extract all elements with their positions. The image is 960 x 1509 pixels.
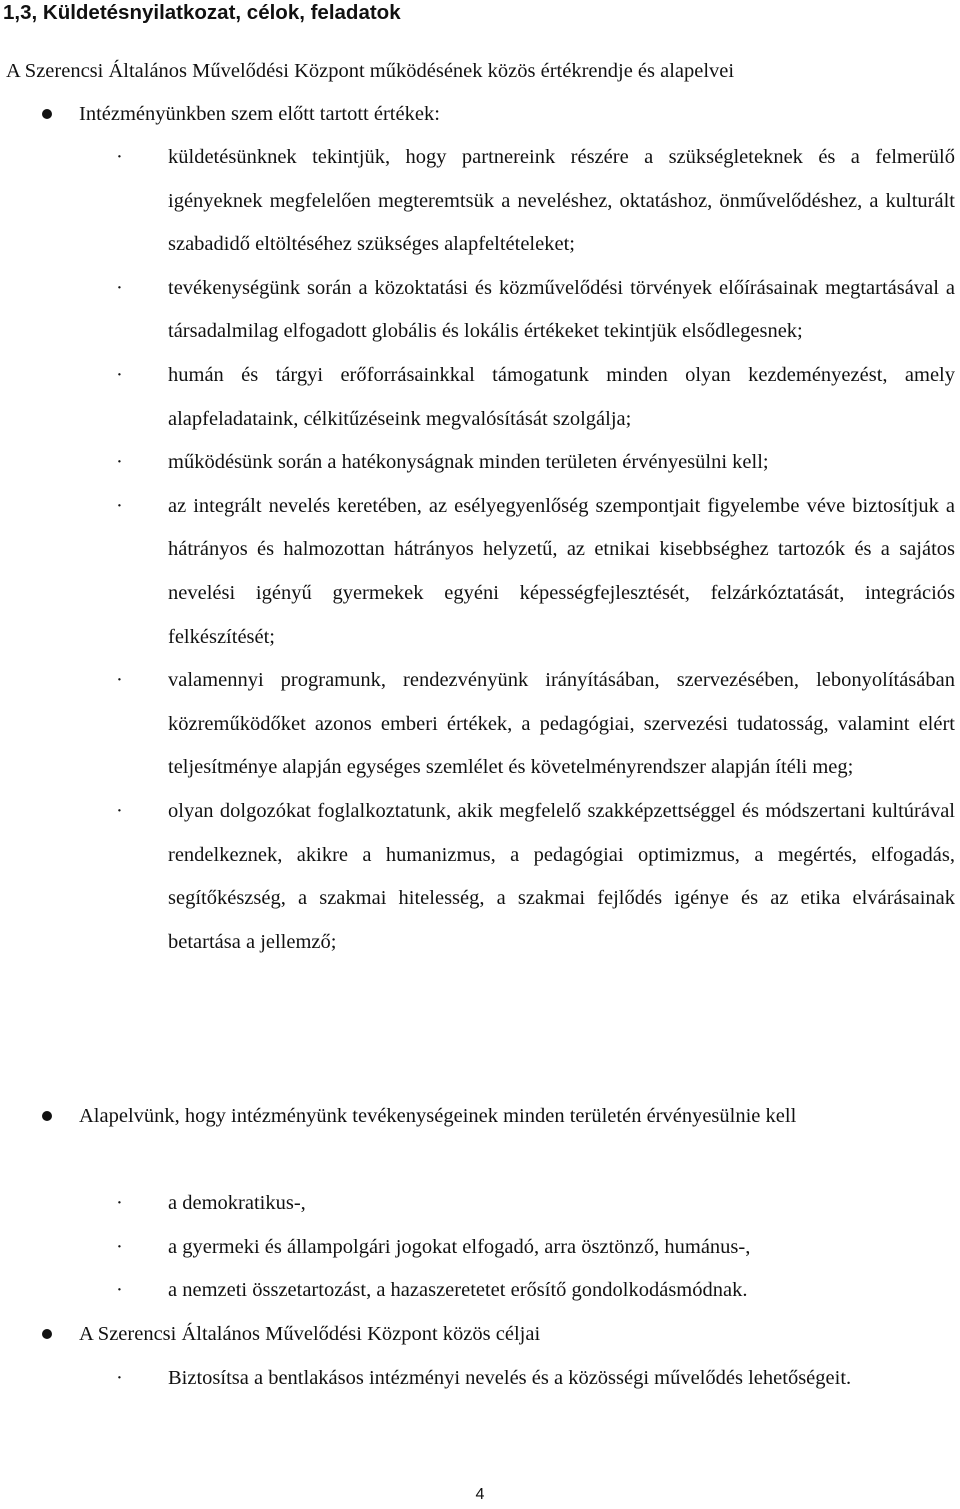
list-item-text: a gyermeki és állampolgári jogokat elfogadó, arra ösztönző, humánus-, bbox=[168, 1235, 751, 1258]
intro-paragraph: A Szerencsi Általános Művelődési Központ működésének közös értékrendje és alapelvei bbox=[6, 60, 735, 82]
list-item bbox=[116, 659, 955, 790]
list-item-text: tevékenységünk során a közoktatási és közművelődési törvények előírásainak megtartásával a társadalmilag elfogadott globális és lokális értékeket tekintjük elsődlegesnek; bbox=[168, 276, 955, 343]
list-marker: · bbox=[116, 1235, 123, 1258]
list-item-text: az integrált nevelés keretében, az esélyegyenlőség szempontjait figyelembe véve biztosítjuk a hátrányos és halmozottan hátrányos helyzetű, az etnikai kisebbséghez tartozók és a sajátos nevelési igényű gyermekek egyéni képességfejlesztését, felzárkóztatását, integrációs felkészítését; bbox=[168, 494, 955, 648]
page-number: 4 bbox=[475, 1486, 485, 1503]
list-item bbox=[116, 1182, 955, 1226]
section-heading: 1,3, Küldetésnyilatkozat, célok, feladatok bbox=[3, 1, 401, 24]
list-item bbox=[116, 441, 955, 485]
values-list bbox=[116, 136, 955, 964]
list-item bbox=[116, 136, 955, 267]
list-item bbox=[116, 1226, 955, 1270]
bullet-principle bbox=[79, 1095, 955, 1139]
bullet-values-title: Intézményünkben szem előtt tartott értékek: bbox=[79, 103, 440, 125]
list-item-text: humán és tárgyi erőforrásainkkal támogatunk minden olyan kezdeményezést, amely alapfeladataink, célkitűzéseink megvalósítását szolgálja; bbox=[168, 363, 955, 430]
list-item bbox=[116, 1357, 955, 1401]
list-item-text: valamennyi programunk, rendezvényünk irányításában, szervezésében, lebonyolításában közreműködőket azonos emberi értékek, a pedagógiai, szervezési tudatosság, valamint elért teljesítménye alapján egységes szemlélet és követelményrendszer alapján ítéli meg; bbox=[168, 669, 955, 779]
bullet-icon bbox=[42, 1111, 52, 1121]
list-item-text: a nemzeti összetartozást, a hazaszeretetet erősítő gondolkodásmódnak. bbox=[168, 1279, 748, 1302]
list-marker: · bbox=[116, 494, 123, 517]
principle-list bbox=[116, 1182, 955, 1313]
list-marker: · bbox=[116, 451, 123, 474]
list-marker: · bbox=[116, 1279, 123, 1302]
list-marker: · bbox=[116, 146, 123, 168]
list-marker: · bbox=[116, 363, 123, 386]
list-marker: · bbox=[116, 799, 123, 822]
list-item-text: olyan dolgozókat foglalkoztatunk, akik megfelelő szakképzettséggel és módszertani kultúrával rendelkeznek, akikre a humanizmus, a pedagógiai optimizmus, a megértés, elfogadás, segítőkészség, a szakmai hitelesség, a szakmai fejlődés igénye és az etika elvárásainak betartása a jellemző; bbox=[168, 799, 955, 953]
bullet-principle-title: Alapelvünk, hogy intézményünk tevékenységeinek minden területén érvényesülnie kell bbox=[79, 1105, 797, 1127]
list-item bbox=[116, 1269, 955, 1313]
list-item bbox=[116, 485, 955, 659]
bullet-goals bbox=[79, 1313, 955, 1357]
list-item bbox=[116, 267, 955, 354]
list-marker: · bbox=[116, 1367, 123, 1389]
bullet-values bbox=[79, 93, 955, 137]
list-item bbox=[116, 790, 955, 964]
list-marker: · bbox=[116, 669, 123, 692]
bullet-goals-title: A Szerencsi Általános Művelődési Központ közös céljai bbox=[79, 1323, 541, 1345]
list-item-text: küldetésünknek tekintjük, hogy partnereink részére a szükségleteknek és a felmerülő igényeknek megfelelően megteremtsük a neveléshez, oktatáshoz, önművelődéshez, a kulturált szabadidő eltöltéséhez szükséges alapfeltételeket; bbox=[168, 146, 955, 256]
bullet-icon bbox=[42, 1329, 52, 1339]
bullet-icon bbox=[42, 109, 52, 119]
list-marker: · bbox=[116, 276, 123, 299]
list-item bbox=[116, 354, 955, 441]
list-item-text: működésünk során a hatékonyságnak minden területen érvényesülni kell; bbox=[168, 451, 769, 474]
list-marker: · bbox=[116, 1192, 123, 1214]
list-item-text: a demokratikus-, bbox=[168, 1192, 306, 1214]
goals-list bbox=[116, 1357, 955, 1401]
list-item-text: Biztosítsa a bentlakásos intézményi nevelés és a közösségi művelődés lehetőségeit. bbox=[168, 1367, 852, 1389]
